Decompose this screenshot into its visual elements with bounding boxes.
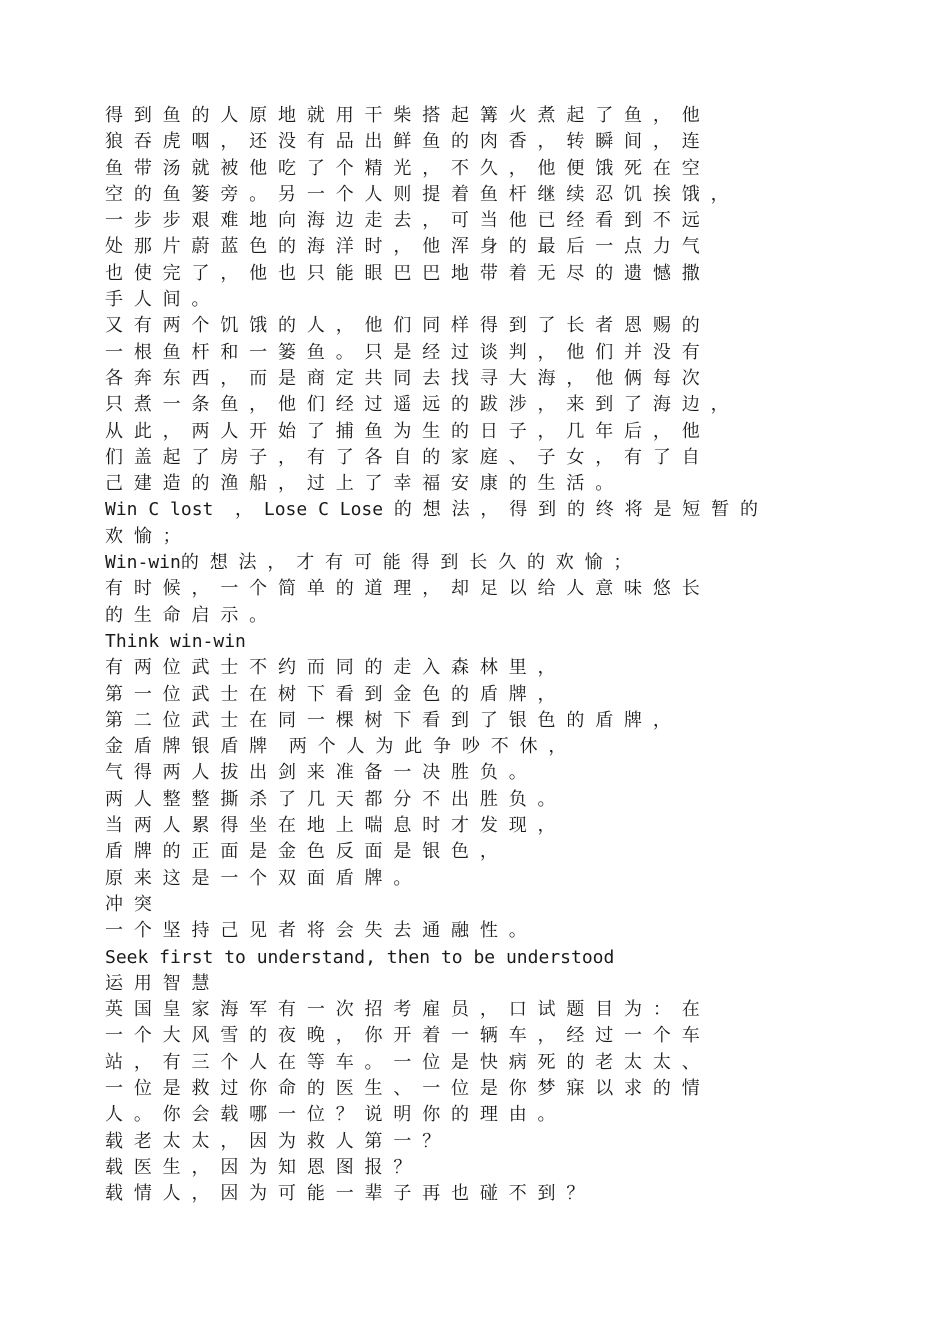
text-line: 有 时 候 ， 一 个 简 单 的 道 理 ， 却 足 以 给 人 意 味 悠 长 <box>105 578 700 600</box>
text-line: 第 二 位 武 士 在 同 一 棵 树 下 看 到 了 银 色 的 盾 牌 ， <box>105 709 671 731</box>
text-line: 两 人 整 整 撕 杀 了 几 天 都 分 不 出 胜 负 。 <box>105 788 556 810</box>
text-line: 各 奔 东 西 ， 而 是 商 定 共 同 去 找 寻 大 海 ， 他 俩 每 次 <box>105 367 700 389</box>
text-line: 只 煮 一 条 鱼 ， 他 们 经 过 遥 远 的 跋 涉 ， 来 到 了 海 边 ， <box>105 394 729 416</box>
section-heading: 运 用 智 慧 <box>105 972 210 994</box>
text-line: 们 盖 起 了 房 子 ， 有 了 各 自 的 家 庭 、 子 女 ， 有 了 自 <box>105 446 700 468</box>
text-line: 鱼 带 汤 就 被 他 吃 了 个 精 光 ， 不 久 ， 他 便 饿 死 在 空 <box>105 157 700 179</box>
text-line: 一 个 坚 持 己 见 者 将 会 失 去 通 融 性 。 <box>105 920 527 942</box>
text-line: 手 人 间 。 <box>105 289 210 311</box>
text-line: 载 医 生 ， 因 为 知 恩 图 报 ？ <box>105 1156 412 1178</box>
document-body <box>105 103 845 1207</box>
text-line: 载 情 人 ， 因 为 可 能 一 辈 子 再 也 碰 不 到 ？ <box>105 1183 585 1205</box>
text-line: 处 那 片 蔚 蓝 色 的 海 洋 时 ， 他 浑 身 的 最 后 一 点 力 气 <box>105 236 700 258</box>
text-line: 的 生 命 启 示 。 <box>105 604 268 626</box>
text-line: 一 个 大 风 雪 的 夜 晚 ， 你 开 着 一 辆 车 ， 经 过 一 个 车 <box>105 1025 700 1047</box>
text-line: 气 得 两 人 拔 出 剑 来 准 备 一 决 胜 负 。 <box>105 762 527 784</box>
section-heading: 冲 突 <box>105 893 152 915</box>
text-line: 金 盾 牌 银 盾 牌 两 个 人 为 此 争 吵 不 休 ， <box>105 736 567 758</box>
text-line: 载 老 太 太 ， 因 为 救 人 第 一 ？ <box>105 1130 441 1152</box>
text-line: 一 步 步 艰 难 地 向 海 边 走 去 ， 可 当 他 已 经 看 到 不 远 <box>105 210 700 232</box>
text-line: 第 一 位 武 士 在 树 下 看 到 金 色 的 盾 牌 ， <box>105 683 556 705</box>
text-line: 从 此 ， 两 人 开 始 了 捕 鱼 为 生 的 日 子 ， 几 年 后 ， 他 <box>105 420 700 442</box>
text-line: 站 ， 有 三 个 人 在 等 车 。 一 位 是 快 病 死 的 老 太 太 、 <box>105 1051 700 1073</box>
text-line: 空 的 鱼 篓 旁 。 另 一 个 人 则 提 着 鱼 杆 继 续 忍 饥 挨 饿 ， <box>105 183 729 205</box>
text-line: 一 位 是 救 过 你 命 的 医 生 、 一 位 是 你 梦 寐 以 求 的 情 <box>105 1077 700 1099</box>
text-line: 己 建 造 的 渔 船 ， 过 上 了 幸 福 安 康 的 生 活 。 <box>105 473 614 495</box>
text-line: Win-win的 想 法 ， 才 有 可 能 得 到 长 久 的 欢 愉 ； <box>105 552 632 574</box>
text-line: Win C lost ， Lose C Lose 的 想 法 ， 得 到 的 终 将 是 短 暂 的 <box>105 499 758 521</box>
text-line: 狼 吞 虎 咽 ， 还 没 有 品 出 鲜 鱼 的 肉 香 ， 转 瞬 间 ， 连 <box>105 131 700 153</box>
text-line: 英 国 皇 家 海 军 有 一 次 招 考 雇 员 ， 口 试 题 目 为 ： 在 <box>105 999 700 1021</box>
text-line: 有 两 位 武 士 不 约 而 同 的 走 入 森 林 里 ， <box>105 657 556 679</box>
text-line: 又 有 两 个 饥 饿 的 人 ， 他 们 同 样 得 到 了 长 者 恩 赐 的 <box>105 315 700 337</box>
section-heading: Seek first to understand, then to be understood <box>105 946 615 968</box>
text-line: 也 使 完 了 ， 他 也 只 能 眼 巴 巴 地 带 着 无 尽 的 遗 憾 撒 <box>105 262 700 284</box>
section-heading: Think win-win <box>105 630 246 652</box>
text-line: 人 。 你 会 载 哪 一 位 ？ 说 明 你 的 理 由 。 <box>105 1104 556 1126</box>
text-line: 得 到 鱼 的 人 原 地 就 用 干 柴 搭 起 篝 火 煮 起 了 鱼 ， 他 <box>105 105 700 126</box>
text-line: 盾 牌 的 正 面 是 金 色 反 面 是 银 色 ， <box>105 841 498 863</box>
text-line: 原 来 这 是 一 个 双 面 盾 牌 。 <box>105 867 412 889</box>
text-line: 一 根 鱼 杆 和 一 篓 鱼 。 只 是 经 过 谈 判 ， 他 们 并 没 有 <box>105 341 700 363</box>
text-line: 欢 愉 ； <box>105 525 181 547</box>
text-line: 当 两 人 累 得 坐 在 地 上 喘 息 时 才 发 现 ， <box>105 815 556 837</box>
